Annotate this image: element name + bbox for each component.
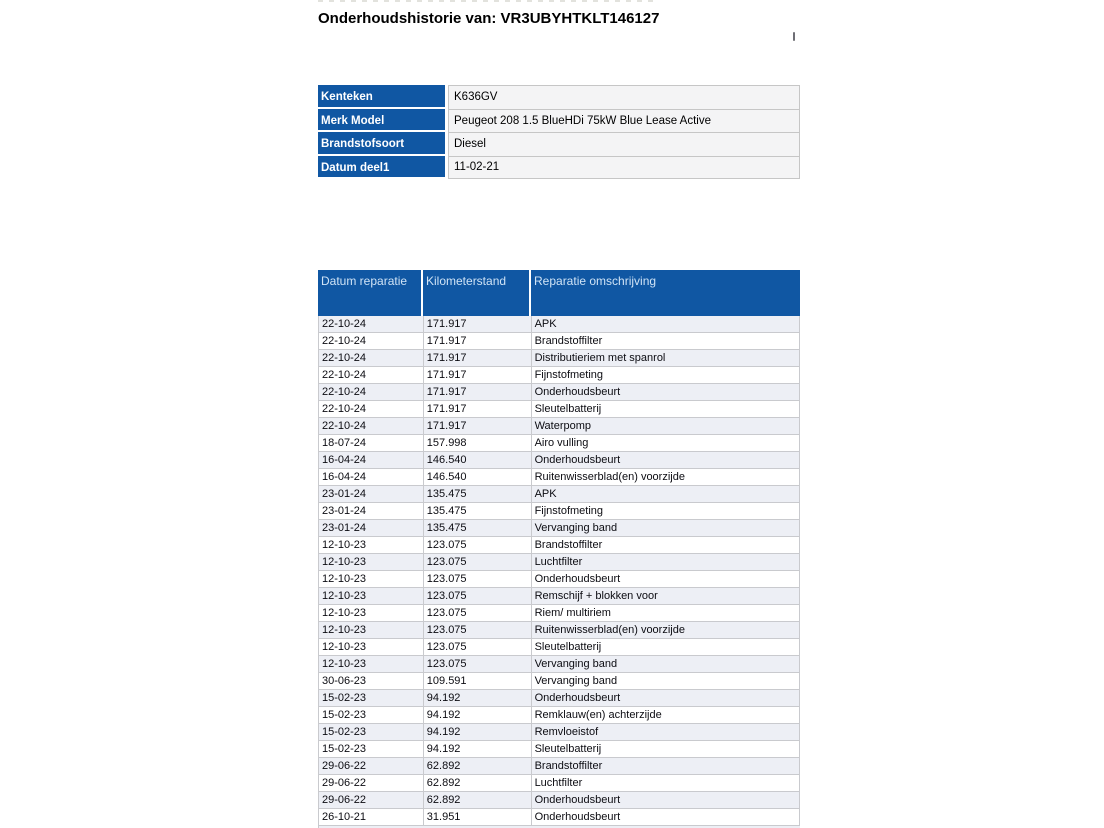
table-row bbox=[318, 622, 800, 639]
page-title: Onderhoudshistorie van: VR3UBYHTKLT146127 bbox=[318, 10, 660, 27]
truncated-text-artifact bbox=[793, 32, 795, 41]
repair-date-cell: 12-10-23 bbox=[319, 622, 424, 638]
vehicle-info-table bbox=[318, 85, 800, 179]
description-cell: Onderhoudsbeurt bbox=[532, 792, 800, 808]
description-cell: Vervanging band bbox=[532, 673, 800, 689]
description-cell: Sleutelbatterij bbox=[532, 401, 800, 417]
mileage-cell: 171.917 bbox=[424, 350, 532, 366]
repair-date-cell: 22-10-24 bbox=[319, 384, 424, 400]
field-value: Diesel bbox=[448, 132, 800, 156]
description-cell: Brandstoffilter bbox=[532, 333, 800, 349]
table-row bbox=[318, 418, 800, 435]
repair-date-cell: 22-10-24 bbox=[319, 401, 424, 417]
description-cell: Riem/ multiriem bbox=[532, 605, 800, 621]
repair-date-cell: 15-02-23 bbox=[319, 690, 424, 706]
table-row bbox=[318, 452, 800, 469]
table-row bbox=[318, 401, 800, 418]
repair-date-cell: 12-10-23 bbox=[319, 571, 424, 587]
field-label: Datum deel1 bbox=[318, 156, 445, 180]
column-header-mileage: Kilometerstand bbox=[423, 270, 531, 316]
description-cell: Sleutelbatterij bbox=[532, 741, 800, 757]
table-row bbox=[318, 758, 800, 775]
column-header-description: Reparatie omschrijving bbox=[534, 274, 657, 288]
history-table-body bbox=[318, 316, 800, 828]
repair-date-cell: 15-02-23 bbox=[319, 741, 424, 757]
repair-date-cell: 23-01-24 bbox=[319, 503, 424, 519]
repair-date-cell: 30-06-23 bbox=[319, 673, 424, 689]
mileage-cell: 123.075 bbox=[424, 639, 532, 655]
repair-date-cell: 12-10-23 bbox=[319, 588, 424, 604]
description-cell: APK bbox=[532, 486, 800, 502]
table-row bbox=[318, 690, 800, 707]
table-row bbox=[318, 367, 800, 384]
table-row bbox=[318, 792, 800, 809]
description-cell: Distributieriem met spanrol bbox=[532, 350, 800, 366]
table-row bbox=[318, 537, 800, 554]
description-cell: Remvloeistof bbox=[532, 724, 800, 740]
table-row bbox=[318, 605, 800, 622]
table-row bbox=[318, 350, 800, 367]
mileage-cell: 171.917 bbox=[424, 384, 532, 400]
mileage-cell: 157.998 bbox=[424, 435, 532, 451]
mileage-cell: 171.917 bbox=[424, 418, 532, 434]
field-label: Brandstofsoort bbox=[318, 132, 445, 156]
mileage-cell: 94.192 bbox=[424, 724, 532, 740]
description-cell: APK bbox=[532, 316, 800, 332]
mileage-cell: 62.892 bbox=[424, 775, 532, 791]
maintenance-history-table bbox=[318, 270, 800, 828]
field-label: Merk Model bbox=[318, 109, 445, 133]
description-cell: Ruitenwisserblad(en) voorzijde bbox=[532, 469, 800, 485]
mileage-cell: 94.192 bbox=[424, 690, 532, 706]
repair-date-cell: 12-10-23 bbox=[319, 605, 424, 621]
vehicle-info-row bbox=[318, 132, 800, 156]
repair-date-cell: 29-06-22 bbox=[319, 792, 424, 808]
table-row bbox=[318, 724, 800, 741]
description-cell: Onderhoudsbeurt bbox=[532, 809, 800, 825]
table-row bbox=[318, 571, 800, 588]
description-cell: Onderhoudsbeurt bbox=[532, 384, 800, 400]
repair-date-cell: 12-10-23 bbox=[319, 554, 424, 570]
column-header-repair-date: Datum reparatie bbox=[318, 270, 423, 316]
description-cell: Fijnstofmeting bbox=[532, 503, 800, 519]
mileage-cell: 62.892 bbox=[424, 792, 532, 808]
cutoff-text-artifact bbox=[318, 0, 654, 2]
mileage-cell: 123.075 bbox=[424, 571, 532, 587]
description-cell: Vervanging band bbox=[532, 656, 800, 672]
mileage-cell: 146.540 bbox=[424, 469, 532, 485]
repair-date-cell: 12-10-23 bbox=[319, 639, 424, 655]
mileage-cell: 171.917 bbox=[424, 316, 532, 332]
repair-date-cell: 29-06-22 bbox=[319, 758, 424, 774]
table-row bbox=[318, 741, 800, 758]
mileage-cell: 123.075 bbox=[424, 622, 532, 638]
description-cell: Remschijf + blokken voor bbox=[532, 588, 800, 604]
description-cell: Sleutelbatterij bbox=[532, 639, 800, 655]
description-cell: Luchtfilter bbox=[532, 775, 800, 791]
mileage-cell: 135.475 bbox=[424, 503, 532, 519]
table-row bbox=[318, 588, 800, 605]
mileage-cell: 135.475 bbox=[424, 520, 532, 536]
repair-date-cell: 23-01-24 bbox=[319, 520, 424, 536]
table-row bbox=[318, 435, 800, 452]
mileage-cell: 123.075 bbox=[424, 588, 532, 604]
vehicle-info-row bbox=[318, 156, 800, 180]
repair-date-cell: 16-04-24 bbox=[319, 452, 424, 468]
description-cell: Remklauw(en) achterzijde bbox=[532, 707, 800, 723]
repair-date-cell: 18-07-24 bbox=[319, 435, 424, 451]
description-cell: Onderhoudsbeurt bbox=[532, 690, 800, 706]
description-cell: Fijnstofmeting bbox=[532, 367, 800, 383]
repair-date-cell: 23-01-24 bbox=[319, 486, 424, 502]
table-row bbox=[318, 384, 800, 401]
table-row bbox=[318, 333, 800, 350]
mileage-cell: 123.075 bbox=[424, 554, 532, 570]
description-cell: Onderhoudsbeurt bbox=[532, 571, 800, 587]
repair-date-cell: 15-02-23 bbox=[319, 707, 424, 723]
field-label: Kenteken bbox=[318, 85, 445, 109]
table-row bbox=[318, 707, 800, 724]
vehicle-info-row bbox=[318, 85, 800, 109]
table-row bbox=[318, 486, 800, 503]
mileage-cell: 146.540 bbox=[424, 452, 532, 468]
table-row bbox=[318, 469, 800, 486]
repair-date-cell: 22-10-24 bbox=[319, 333, 424, 349]
mileage-cell: 171.917 bbox=[424, 333, 532, 349]
table-row bbox=[318, 520, 800, 537]
mileage-cell: 123.075 bbox=[424, 605, 532, 621]
description-cell: Brandstoffilter bbox=[532, 758, 800, 774]
description-cell: Onderhoudsbeurt bbox=[532, 452, 800, 468]
repair-date-cell: 22-10-24 bbox=[319, 316, 424, 332]
field-value: Peugeot 208 1.5 BlueHDi 75kW Blue Lease Active bbox=[448, 109, 800, 133]
repair-date-cell: 26-10-21 bbox=[319, 809, 424, 825]
field-value: 11-02-21 bbox=[448, 156, 800, 180]
mileage-cell: 123.075 bbox=[424, 656, 532, 672]
table-row bbox=[318, 775, 800, 792]
repair-date-cell: 15-02-23 bbox=[319, 724, 424, 740]
description-cell: Brandstoffilter bbox=[532, 537, 800, 553]
table-row bbox=[318, 809, 800, 826]
description-cell: Airo vulling bbox=[532, 435, 800, 451]
repair-date-cell: 12-10-23 bbox=[319, 656, 424, 672]
table-row bbox=[318, 316, 800, 333]
description-cell: Ruitenwisserblad(en) voorzijde bbox=[532, 622, 800, 638]
mileage-cell: 171.917 bbox=[424, 367, 532, 383]
mileage-cell: 31.951 bbox=[424, 809, 532, 825]
table-row bbox=[318, 503, 800, 520]
field-value: K636GV bbox=[448, 85, 800, 109]
description-cell: Luchtfilter bbox=[532, 554, 800, 570]
repair-date-cell: 22-10-24 bbox=[319, 418, 424, 434]
mileage-cell: 109.591 bbox=[424, 673, 532, 689]
description-cell: Waterpomp bbox=[532, 418, 800, 434]
table-row bbox=[318, 554, 800, 571]
mileage-cell: 62.892 bbox=[424, 758, 532, 774]
repair-date-cell: 16-04-24 bbox=[319, 469, 424, 485]
repair-date-cell: 29-06-22 bbox=[319, 775, 424, 791]
history-table-header bbox=[318, 270, 800, 316]
mileage-cell: 135.475 bbox=[424, 486, 532, 502]
table-row bbox=[318, 639, 800, 656]
vehicle-info-row bbox=[318, 109, 800, 133]
mileage-cell: 94.192 bbox=[424, 741, 532, 757]
repair-date-cell: 22-10-24 bbox=[319, 367, 424, 383]
description-cell: Vervanging band bbox=[532, 520, 800, 536]
mileage-cell: 123.075 bbox=[424, 537, 532, 553]
repair-date-cell: 12-10-23 bbox=[319, 537, 424, 553]
table-row bbox=[318, 673, 800, 690]
mileage-cell: 94.192 bbox=[424, 707, 532, 723]
mileage-cell: 171.917 bbox=[424, 401, 532, 417]
table-row bbox=[318, 656, 800, 673]
repair-date-cell: 22-10-24 bbox=[319, 350, 424, 366]
